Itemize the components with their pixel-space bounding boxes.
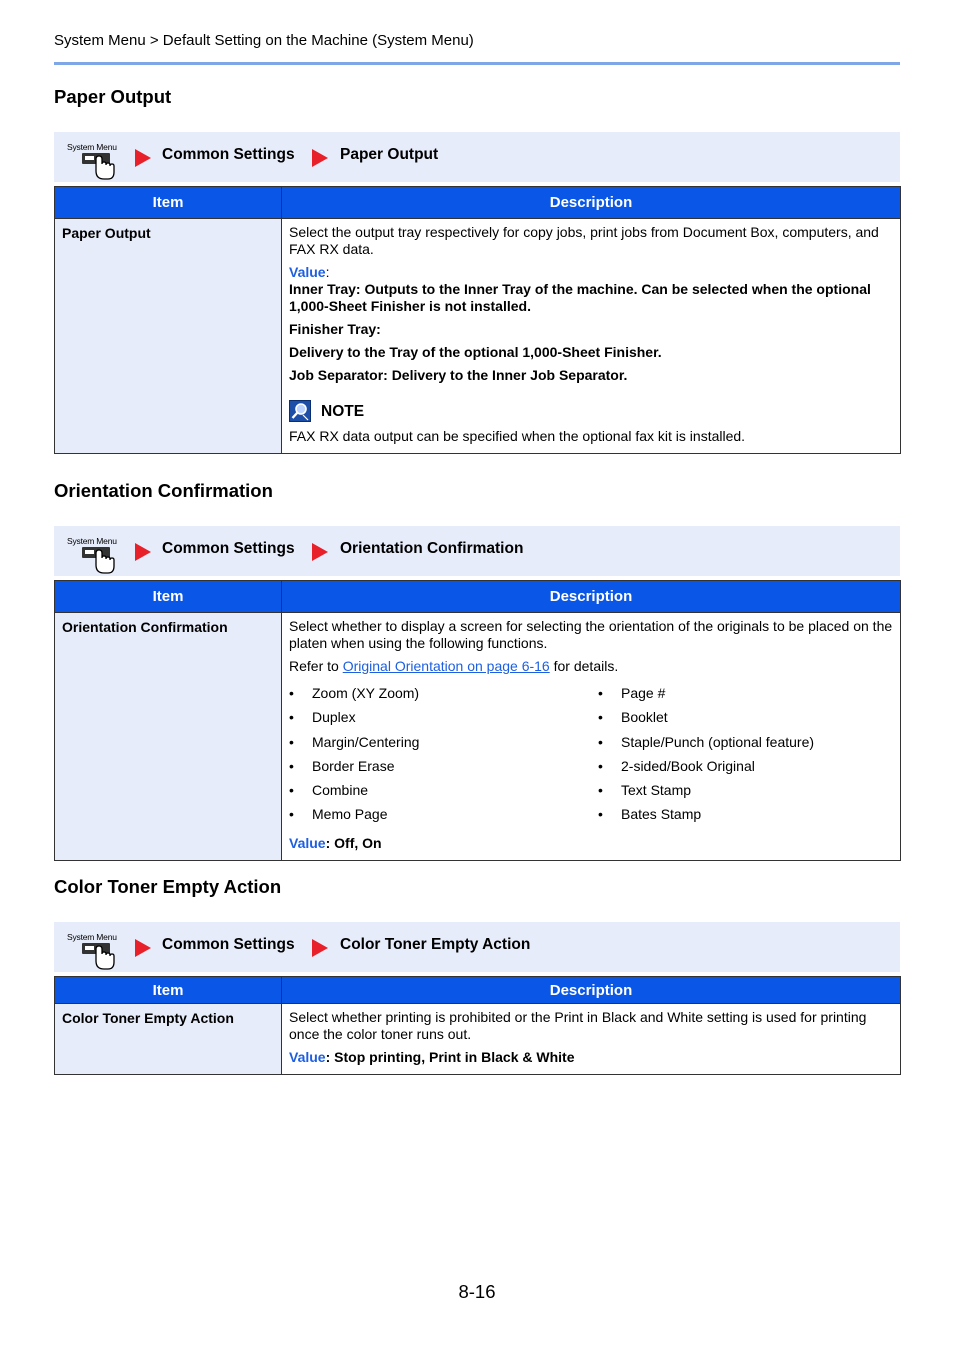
value-line bbox=[289, 1049, 893, 1066]
list-item: • Staple/Punch (optional feature) bbox=[598, 734, 814, 758]
spec-table bbox=[54, 580, 901, 861]
section-title: Color Toner Empty Action bbox=[54, 876, 282, 897]
note-text: FAX RX data output can be specified when the optional fax kit is installed. bbox=[289, 428, 746, 444]
nav-arrow-icon bbox=[312, 939, 328, 957]
value-colon: : bbox=[325, 264, 330, 280]
nav-item-current: Color Toner Empty Action bbox=[340, 936, 531, 953]
section-title: Orientation Confirmation bbox=[54, 480, 273, 501]
list-item: • Memo Page bbox=[289, 806, 598, 830]
list-item: • Page # bbox=[598, 685, 814, 709]
value-option: Delivery to the Tray of the optional 1,000-Sheet Finisher. bbox=[289, 344, 662, 360]
value-text: : Off, On bbox=[325, 834, 382, 851]
nav-item-current: Paper Output bbox=[340, 146, 439, 163]
section-paper-output bbox=[54, 85, 900, 454]
section-orientation-confirmation bbox=[54, 479, 900, 861]
nav-item-current: Orientation Confirmation bbox=[340, 540, 524, 557]
note-label: NOTE bbox=[321, 402, 365, 420]
list-item: • Border Erase bbox=[289, 758, 598, 782]
description-intro: Select the output tray respectively for copy jobs, print jobs from Document Box, computers, and FAX RX data. bbox=[289, 224, 879, 257]
section-color-toner-empty-action bbox=[54, 875, 900, 1075]
original-orientation-link[interactable]: Original Orientation on page 6-16 bbox=[342, 658, 550, 674]
system-menu-label: System Menu bbox=[67, 142, 117, 152]
value-option: Job Separator: Delivery to the Inner Job Separator. bbox=[289, 367, 628, 383]
column-header-item: Item bbox=[55, 187, 282, 219]
table-row bbox=[55, 613, 901, 861]
list-item: • Combine bbox=[289, 782, 598, 806]
value-option: Finisher Tray: bbox=[289, 321, 381, 337]
table-header-row bbox=[55, 187, 901, 219]
list-item: • Bates Stamp bbox=[598, 806, 814, 830]
note-magnifier-icon bbox=[289, 400, 311, 422]
table-header-row bbox=[55, 977, 901, 1004]
refer-suffix: for details. bbox=[549, 658, 619, 674]
item-description bbox=[282, 613, 901, 861]
value-label: Value bbox=[289, 834, 326, 851]
note-heading bbox=[289, 400, 893, 422]
column-header-item: Item bbox=[55, 977, 282, 1004]
nav-item-common-settings: Common Settings bbox=[162, 146, 295, 163]
column-header-description: Description bbox=[282, 977, 901, 1004]
section-title: Paper Output bbox=[54, 86, 172, 107]
value-option: Inner Tray: Outputs to the Inner Tray of the machine. Can be selected when the optional 1,000-Sheet Finisher is not installed. bbox=[289, 281, 871, 314]
column-header-item: Item bbox=[55, 581, 282, 613]
nav-arrow-icon bbox=[135, 543, 151, 561]
list-item: • Booklet bbox=[598, 709, 814, 733]
nav-arrow-icon bbox=[312, 543, 328, 561]
refer-prefix: Refer to bbox=[289, 658, 343, 674]
running-header: System Menu > Default Setting on the Machine (System Menu) bbox=[54, 32, 474, 49]
item-name: Color Toner Empty Action bbox=[55, 1004, 282, 1075]
list-item: • Margin/Centering bbox=[289, 734, 598, 758]
description-intro: Select whether to display a screen for selecting the orientation of the originals to be placed on the platen when using the following functions. bbox=[289, 618, 893, 651]
item-name: Paper Output bbox=[55, 219, 282, 454]
nav-item-common-settings: Common Settings bbox=[162, 936, 295, 953]
nav-arrow-icon bbox=[135, 149, 151, 167]
nav-breadcrumb bbox=[54, 526, 900, 576]
list-item: • Zoom (XY Zoom) bbox=[289, 685, 598, 709]
nav-breadcrumb bbox=[54, 132, 900, 182]
spec-table bbox=[54, 186, 901, 454]
description-intro: Select whether printing is prohibited or the Print in Black and White setting is used for printing once the color toner runs out. bbox=[289, 1009, 867, 1042]
value-text: : Stop printing, Print in Black & White bbox=[325, 1049, 575, 1065]
table-header-row bbox=[55, 581, 901, 613]
list-item: • 2-sided/Book Original bbox=[598, 758, 814, 782]
system-menu-label: System Menu bbox=[67, 932, 117, 942]
function-list bbox=[289, 685, 893, 831]
table-row bbox=[55, 1004, 901, 1075]
nav-breadcrumb bbox=[54, 922, 900, 972]
value-label: Value bbox=[289, 1049, 326, 1065]
value-heading bbox=[289, 264, 893, 281]
function-list-right bbox=[598, 685, 814, 831]
item-description bbox=[282, 1004, 901, 1075]
nav-arrow-icon bbox=[135, 939, 151, 957]
spec-table bbox=[54, 976, 901, 1075]
system-menu-label: System Menu bbox=[67, 536, 117, 546]
refer-text bbox=[289, 658, 893, 675]
column-header-description: Description bbox=[282, 581, 901, 613]
list-item: • Text Stamp bbox=[598, 782, 814, 806]
list-item: • Duplex bbox=[289, 709, 598, 733]
function-list-left bbox=[289, 685, 598, 831]
value-label: Value bbox=[289, 264, 326, 280]
table-row bbox=[55, 219, 901, 454]
item-name: Orientation Confirmation bbox=[55, 613, 282, 861]
page-number: 8-16 bbox=[458, 1281, 496, 1302]
nav-arrow-icon bbox=[312, 149, 328, 167]
nav-item-common-settings: Common Settings bbox=[162, 540, 295, 557]
header-rule bbox=[54, 62, 900, 65]
column-header-description: Description bbox=[282, 187, 901, 219]
item-description bbox=[282, 219, 901, 454]
value-line bbox=[289, 835, 893, 852]
